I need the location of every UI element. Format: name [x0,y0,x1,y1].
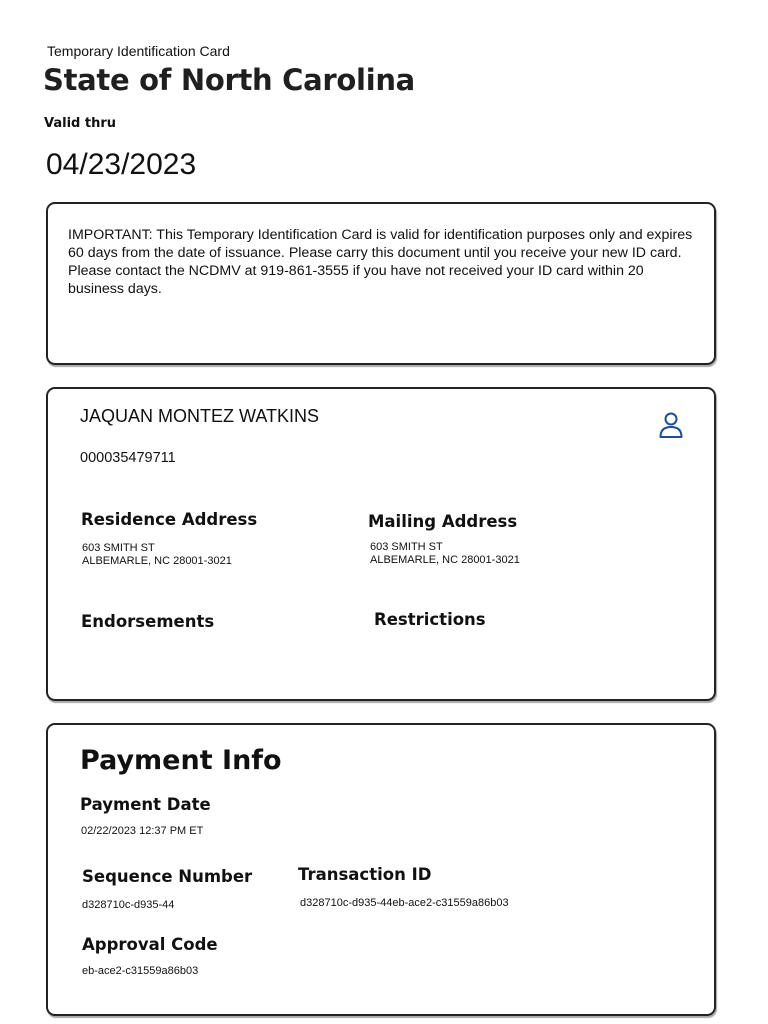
payment-info-title: Payment Info [80,745,282,776]
sequence-number-value: d328710c-d935-44 [82,899,175,911]
mailing-address-line1: 603 SMITH ST [370,541,443,553]
payment-date-value: 02/22/2023 12:37 PM ET [81,825,204,837]
transaction-id-value: d328710c-d935-44eb-ace2-c31559a86b03 [300,897,509,909]
mailing-address-line2: ALBEMARLE, NC 28001-3021 [370,554,520,566]
cardholder-card [46,387,716,701]
transaction-id-label: Transaction ID [298,865,432,884]
important-notice-card [46,202,716,365]
residence-address-line1: 603 SMITH ST [82,542,155,554]
residence-address-line2: ALBEMARLE, NC 28001-3021 [82,555,232,567]
valid-thru-date: 04/23/2023 [46,148,197,181]
mailing-address-heading: Mailing Address [368,512,518,531]
payment-info-card [46,723,716,1016]
sequence-number-label: Sequence Number [82,867,253,886]
endorsements-heading: Endorsements [81,612,215,631]
payment-date-label: Payment Date [80,795,211,814]
valid-thru-label: Valid thru [44,116,117,131]
approval-code-value: eb-ace2-c31559a86b03 [82,965,199,977]
id-number: 000035479711 [80,450,176,466]
restrictions-heading: Restrictions [374,610,486,629]
residence-address-heading: Residence Address [81,510,258,529]
user-profile-icon [658,411,684,439]
cardholder-name: JAQUAN MONTEZ WATKINS [80,406,320,426]
notice-text: IMPORTANT: This Temporary Identification Card is valid for identification purposes only and expires 60 days from the date of issuance. Please carry this document until you receive your new ID card. Please contact the NCDMV at 919-861-3555 if you have not received your ID card within 20 business days. [68,227,693,297]
approval-code-label: Approval Code [82,935,218,954]
document-subtitle: Temporary Identification Card [47,43,230,59]
document-title: State of North Carolina [43,63,415,97]
